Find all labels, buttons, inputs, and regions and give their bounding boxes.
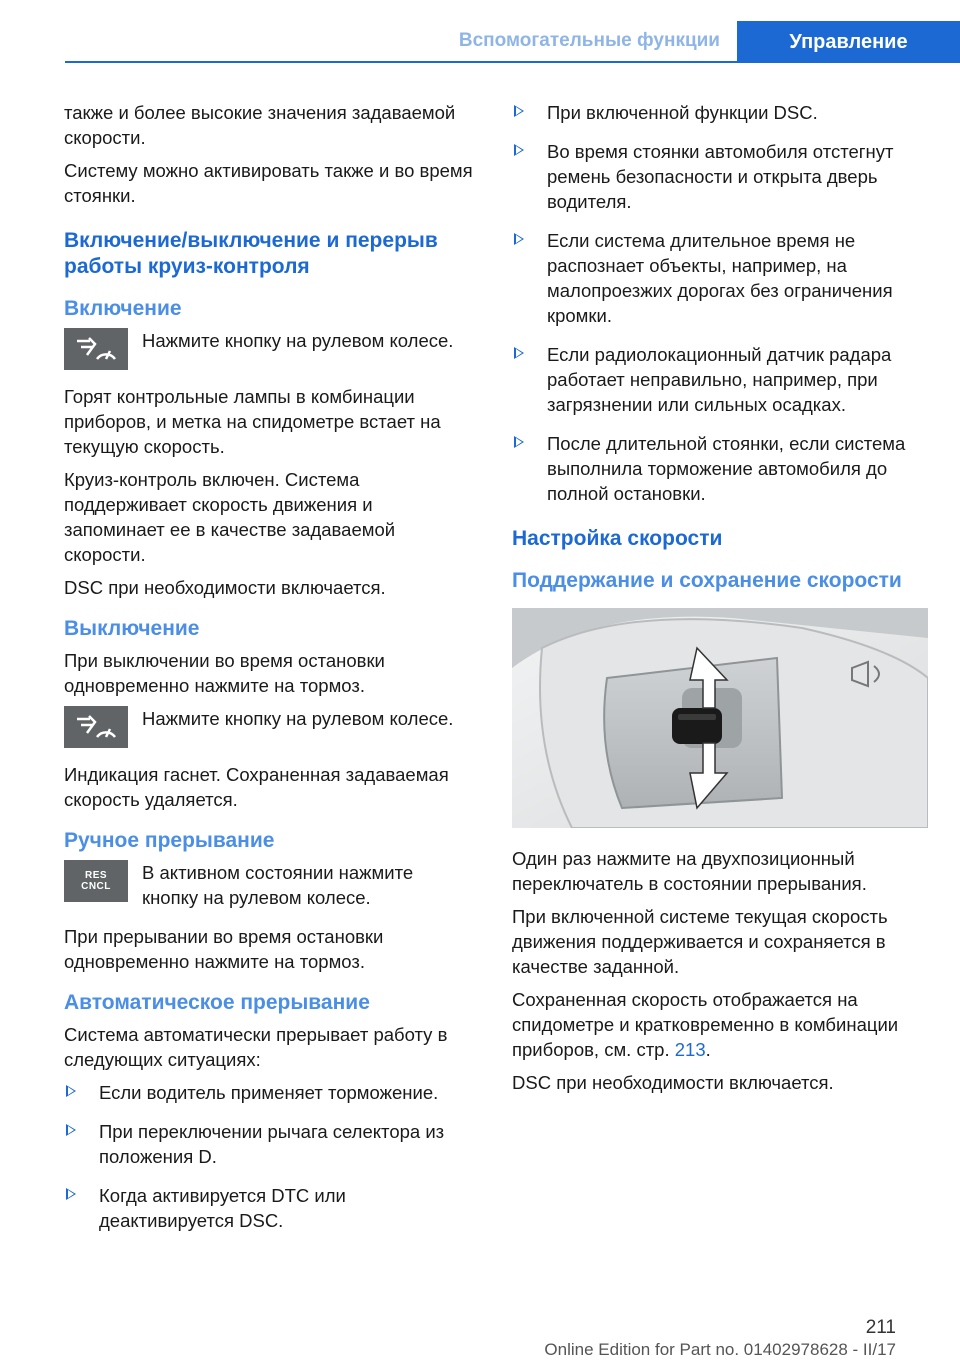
cncl-label: CNCL: [81, 881, 111, 892]
auto-interrupt-list: [64, 1080, 474, 1233]
left-column: [64, 100, 474, 1247]
instruction-on: [64, 328, 474, 370]
auto-interrupt-list-continued: [512, 100, 928, 506]
paragraph: DSC при необходимости включается.: [64, 577, 386, 598]
paragraph: Система автоматически прерывает работу в следующих ситуациях:: [64, 1024, 448, 1070]
paragraph: При включенной системе текущая скорость движения поддерживается и сохраняется в качестве заданной.: [512, 906, 888, 977]
right-column: [512, 100, 928, 1103]
paragraph: При выключении во время остановки одновременно нажмите на тормоз.: [64, 650, 385, 696]
paragraph: При прерывании во время остановки одновременно нажмите на тормоз.: [64, 926, 384, 972]
section-heading: Включение/выключение и перерыв работы круиз-контроля: [64, 229, 438, 278]
subheading-manual: Ручное прерывание: [64, 829, 275, 852]
res-label: RES: [84, 870, 108, 881]
triangle-bullet-icon: [514, 436, 524, 448]
triangle-bullet-icon: [514, 105, 524, 117]
header-rule: [65, 61, 960, 63]
paragraph: Сохраненная скорость отображается на спидометре и кратковременно в комбинации приборов, см. стр. 213.: [512, 989, 899, 1060]
subheading-off: Выключение: [64, 617, 200, 640]
cruise-control-icon: [64, 328, 128, 370]
list-item: После длительной стоянки, если система выполнила торможение автомобиля до полной остановки.: [512, 431, 928, 506]
triangle-bullet-icon: [514, 144, 524, 156]
paragraph: Один раз нажмите на двухпозиционный переключатель в состоянии прерывания.: [512, 848, 867, 894]
header-section-title: Вспомогательные функции: [458, 30, 720, 51]
paragraph: Круиз-контроль включен. Система поддерживает скорость движения и запоминает ее в качестве задаваемой скорости.: [64, 469, 396, 565]
paragraph: Систему можно активировать также и во время стоянки.: [64, 160, 473, 206]
paragraph: DSC при необходимости включается.: [512, 1072, 834, 1093]
instruction-text: Нажмите кнопку на рулевом колесе.: [142, 708, 454, 729]
instruction-off: [64, 706, 474, 748]
instruction-text: Нажмите кнопку на рулевом колесе.: [142, 330, 454, 351]
list-item: Если водитель применяет торможение.: [64, 1080, 474, 1105]
subheading-on: Включение: [64, 297, 182, 320]
steering-wheel-switch-image: [512, 608, 928, 828]
triangle-bullet-icon: [514, 347, 524, 359]
triangle-bullet-icon: [66, 1085, 76, 1097]
instruction-text: В активном состоянии нажмите кнопку на рулевом колесе.: [142, 862, 414, 908]
list-item: Во время стоянки автомобиля отстегнут ремень безопасности и открыта дверь водителя.: [512, 139, 928, 214]
list-item: При включенной функции DSC.: [512, 100, 928, 125]
edition-footer: Online Edition for Part no. 01402978628 - II/17: [544, 1340, 896, 1359]
section-heading: Настройка скорости: [512, 527, 723, 550]
list-item: Если система длительное время не распознает объекты, например, на малопроезжих дорогах без ограничения кромки.: [512, 228, 928, 328]
list-item: При переключении рычага селектора из положения D.: [64, 1119, 474, 1169]
page-number: 211: [865, 1317, 896, 1338]
page-reference-link[interactable]: 213: [674, 1039, 706, 1060]
subheading-keep: Поддержание и сохранение скорости: [512, 569, 902, 592]
list-item: Если радиолокационный датчик радара работает неправильно, например, при загрязнении или сильных осадках.: [512, 342, 928, 417]
instruction-manual: [64, 860, 474, 910]
triangle-bullet-icon: [66, 1188, 76, 1200]
triangle-bullet-icon: [514, 233, 524, 245]
header-chapter-tab[interactable]: Управление: [737, 21, 960, 63]
paragraph: Горят контрольные лампы в комбинации приборов, и метка на спидометре встает на текущую скорость.: [64, 386, 441, 457]
paragraph: Индикация гаснет. Сохраненная задаваемая скорость удаляется.: [64, 764, 449, 810]
list-item: Когда активируется DTC или деактивируется DSC.: [64, 1183, 474, 1233]
res-cncl-icon: [64, 860, 128, 902]
triangle-bullet-icon: [66, 1124, 76, 1136]
subheading-auto: Автоматическое прерывание: [64, 991, 370, 1014]
cruise-control-icon: [64, 706, 128, 748]
paragraph: также и более высокие значения задаваемой скорости.: [64, 102, 456, 148]
